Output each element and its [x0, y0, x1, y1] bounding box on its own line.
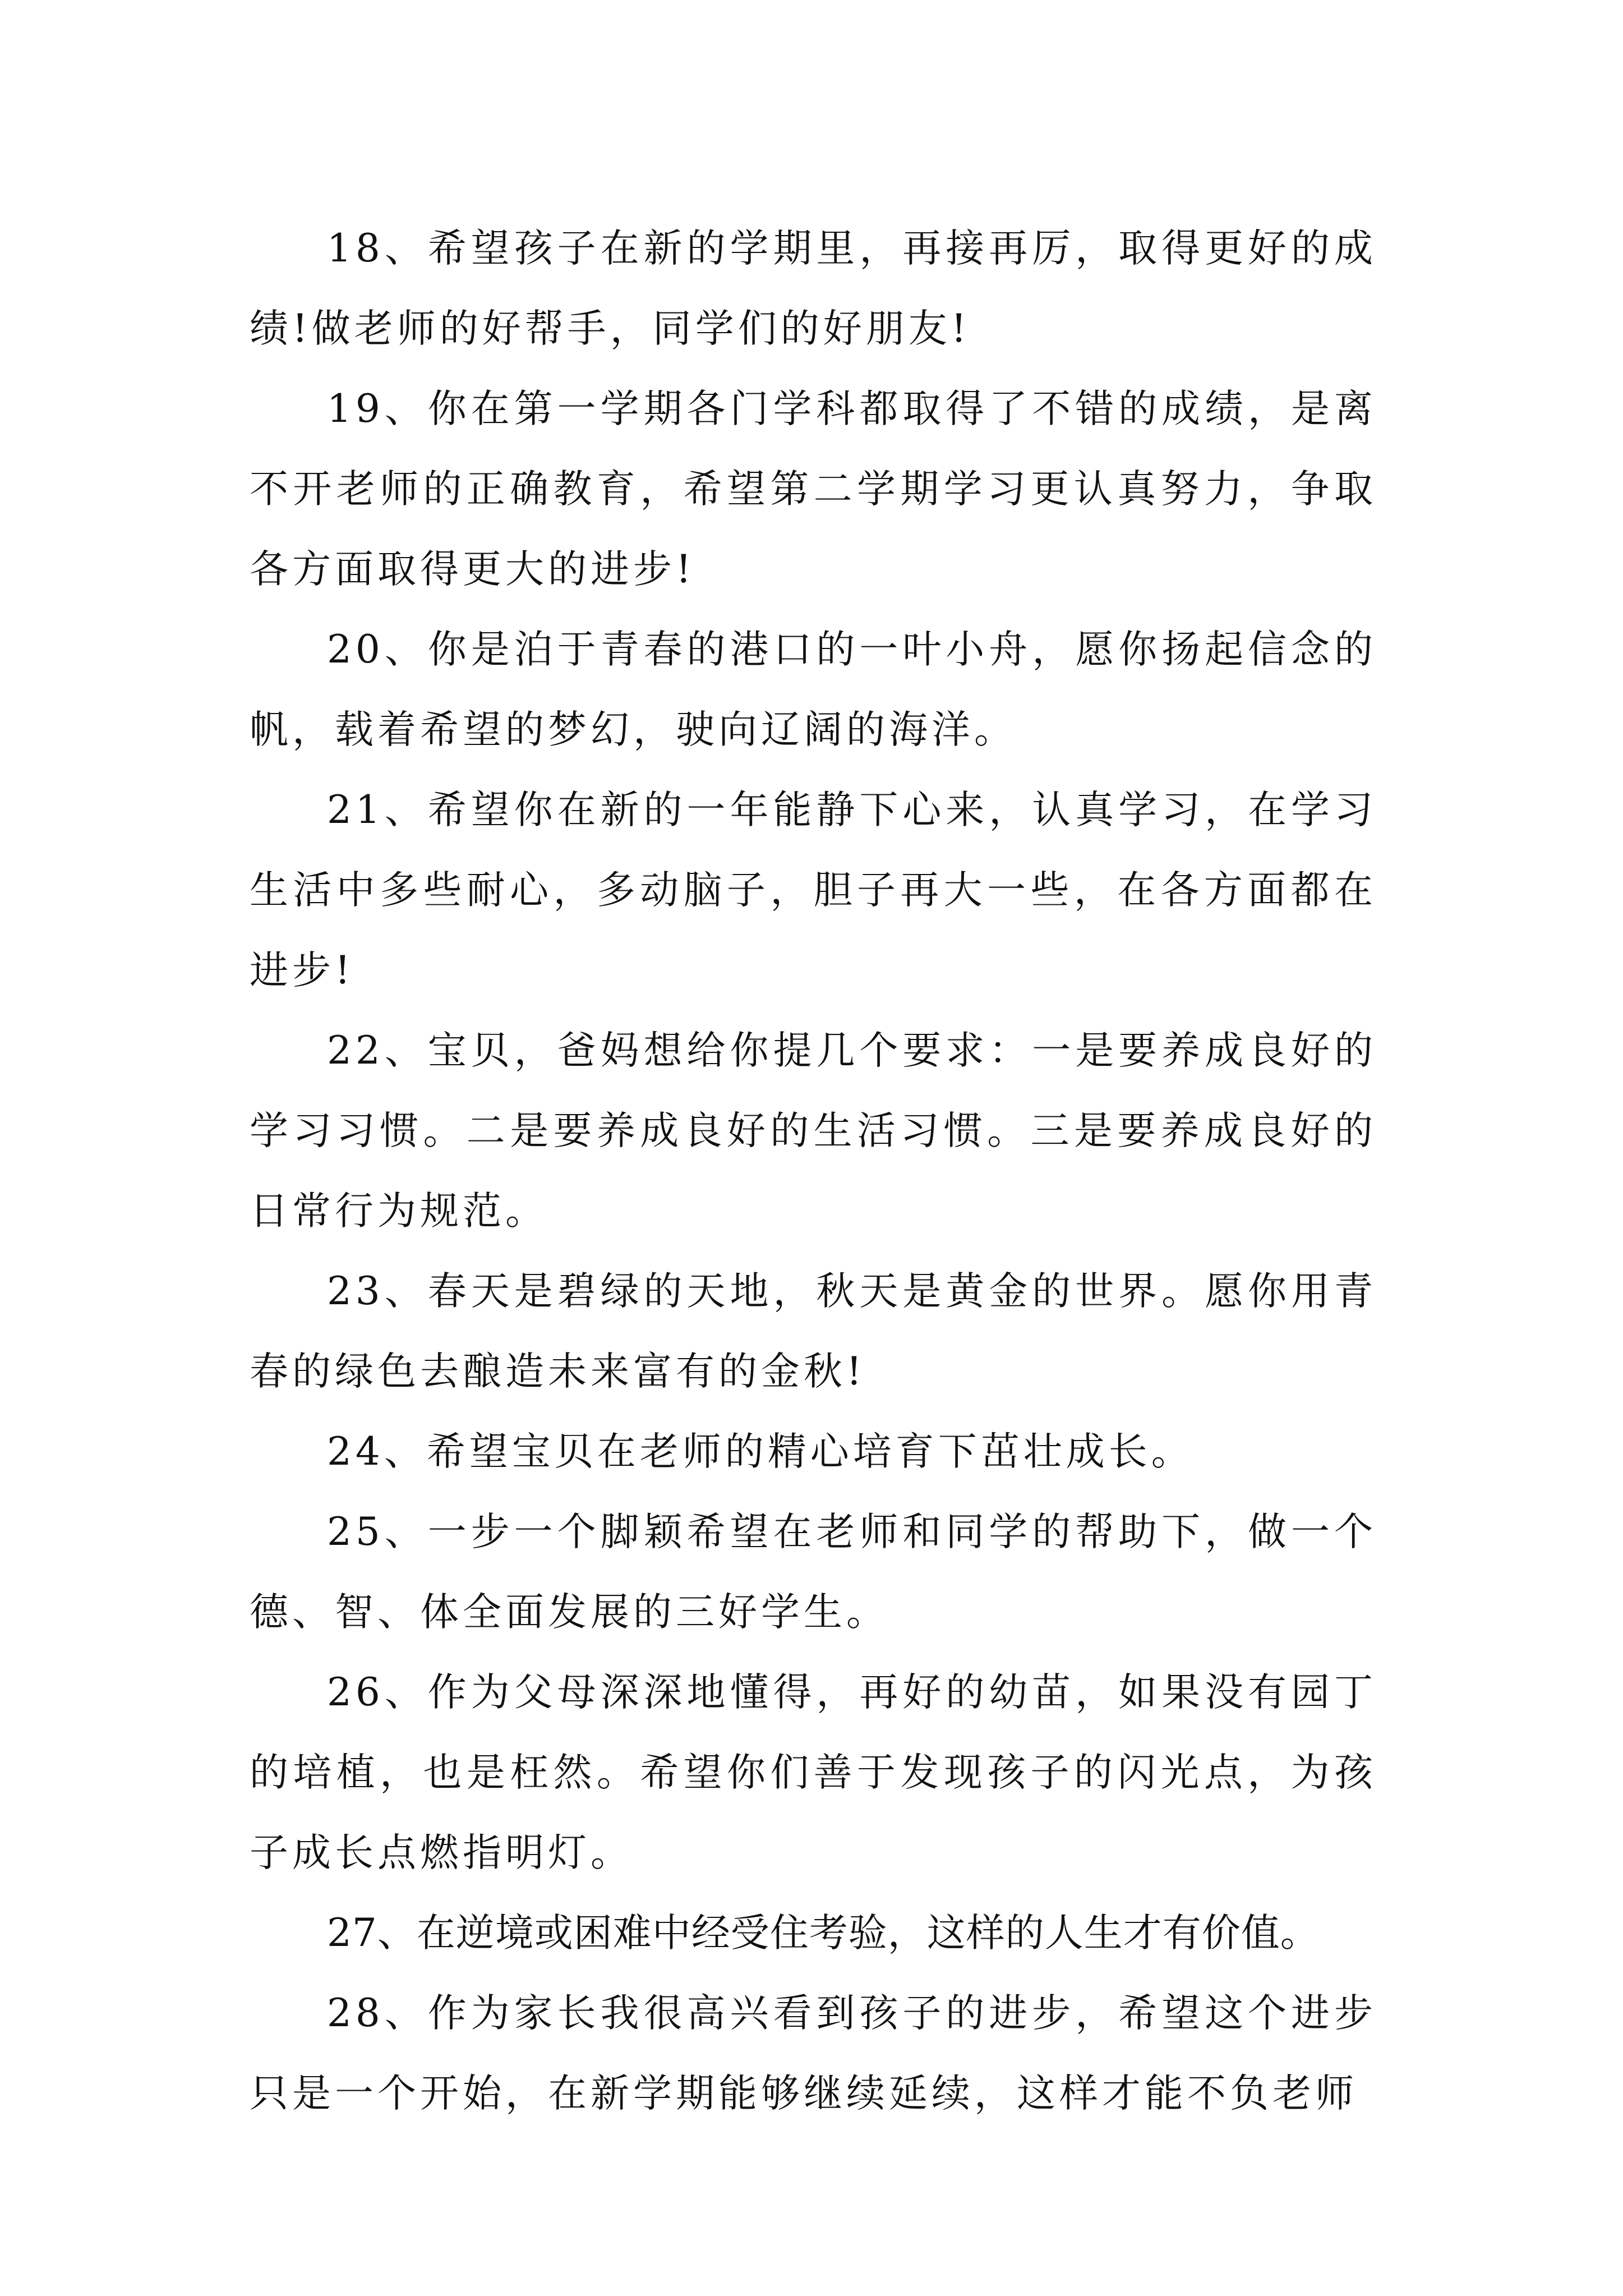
paragraph-22: 22、宝贝，爸妈想给你提几个要求：一是要养成良好的学习习惯。二是要养成良好的生活习惯。三是要养成良好的日常行为规范。: [250, 1028, 1377, 1234]
paragraph-28: 28、作为家长我很高兴看到孩子的进步，希望这个进步只是一个开始，在新学期能够继续延续，这样才能不负老师: [250, 1991, 1377, 2116]
paragraph-23: 23、春天是碧绿的天地，秋天是黄金的世界。愿你用青春的绿色去酿造未来富有的金秋!: [250, 1269, 1377, 1394]
paragraph-19: 19、你在第一学期各门学科都取得了不错的成绩，是离不开老师的正确教育，希望第二学期学习更认真努力，争取各方面取得更大的进步!: [250, 386, 1377, 592]
paragraph-20: 20、你是泊于青春的港口的一叶小舟，愿你扬起信念的帆，载着希望的梦幻，驶向辽阔的海洋。: [250, 627, 1377, 752]
paragraph-25: 25、一步一个脚颖希望在老师和同学的帮助下，做一个德、智、体全面发展的三好学生。: [250, 1510, 1377, 1635]
paragraph-18: 18、希望孩子在新的学期里，再接再厉，取得更好的成绩!做老师的好帮手，同学们的好朋友!: [250, 226, 1377, 351]
paragraph-27: 27、在逆境或困难中经受住考验，这样的人生才有价值。: [327, 1911, 1320, 1955]
paragraph-21: 21、希望你在新的一年能静下心来，认真学习，在学习生活中多些耐心，多动脑子，胆子再大一些，在各方面都在进步!: [250, 788, 1377, 993]
paragraph-26: 26、作为父母深深地懂得，再好的幼苗，如果没有园丁的培植，也是枉然。希望你们善于发现孩子的闪光点，为孩子成长点燃指明灯。: [250, 1670, 1377, 1875]
document-body: [250, 209, 1377, 2134]
paragraph-24: 24、希望宝贝在老师的精心培育下茁壮成长。: [327, 1429, 1194, 1474]
